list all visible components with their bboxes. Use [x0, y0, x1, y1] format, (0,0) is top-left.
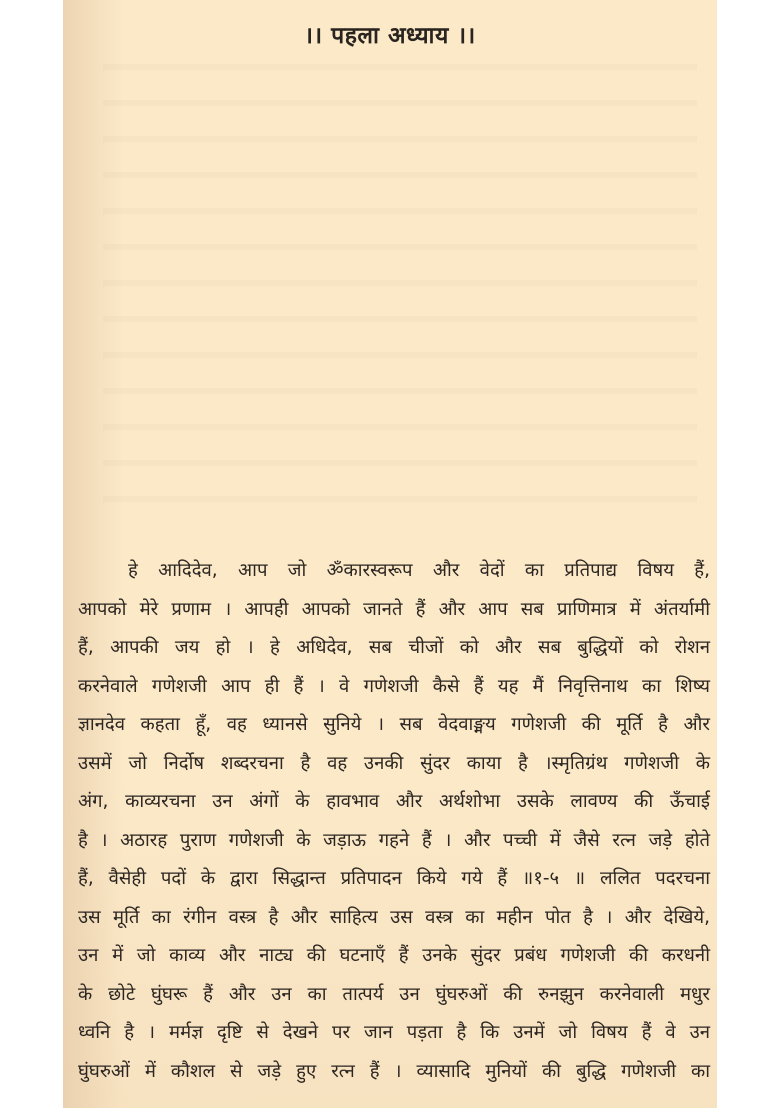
- text-line: ध्वनि है । मर्मज्ञ दृष्टि से देखने पर जान पड़ता है कि उनमें जो विषय हैं वे उन: [78, 1022, 710, 1043]
- text-line: ज्ञानदेव कहता हूँ, वह ध्यानसे सुनिये । सब वेदवाङ्मय गणेशजी की मूर्ति है और: [78, 714, 710, 735]
- text-line: उन में जो काव्य और नाट्य की घटनाएँ हैं उनके सुंदर प्रबंध गणेशजी की करधनी: [78, 945, 710, 966]
- text-line: के छोटे घुंघरू हैं और उन का तात्पर्य उन घुंघरुओं की रुनझुन करनेवाली मधुर: [78, 983, 710, 1005]
- text-line: उसमें जो निर्दोष शब्दरचना है वह उनकी सुंदर काया है ।स्मृतिग्रंथ गणेशजी के: [78, 752, 710, 774]
- text-line: हे आदिदेव, आप जो ॐकारस्वरूप और वेदों का प्रतिपाद्य विषय हैं,: [128, 560, 710, 581]
- chapter-title: ।। पहला अध्याय ।।: [304, 23, 476, 49]
- book-page: [63, 0, 717, 1108]
- text-line: आपको मेरे प्रणाम । आपही आपको जानते हैं और आप सब प्राणिमात्र में अंतर्यामी: [78, 598, 710, 620]
- bleed-through-text: [103, 40, 697, 510]
- text-line: हैं, वैसेही पदों के द्वारा सिद्धान्त प्रतिपादन किये गये हैं ॥१-५ ॥ ललित पदरचना: [78, 868, 710, 889]
- text-line: अंग, काव्यरचना उन अंगों के हावभाव और अर्थशोभा उसके लावण्य की ऊँचाई: [78, 791, 710, 812]
- text-line: है । अठारह पुराण गणेशजी के जड़ाऊ गहने हैं । और पच्ची में जैसे रत्न जड़े होते: [78, 829, 710, 851]
- text-line: करनेवाले गणेशजी आप ही हैं । वे गणेशजी कैसे हैं यह मैं निवृत्तिनाथ का शिष्य: [78, 675, 710, 697]
- text-line: उस मूर्ति का रंगीन वस्त्र है और साहित्य उस वस्त्र का महीन पोत है । और देखिये,: [78, 906, 710, 928]
- text-line: हैं, आपकी जय हो । हे अधिदेव, सब चीजों को और सब बुद्धियों को रोशन: [78, 637, 710, 658]
- body-paragraph: [78, 552, 710, 1091]
- text-line: घुंघरुओं में कौशल से जड़े हुए रत्न हैं । व्यासादि मुनियों की बुद्धि गणेशजी का: [78, 1060, 710, 1082]
